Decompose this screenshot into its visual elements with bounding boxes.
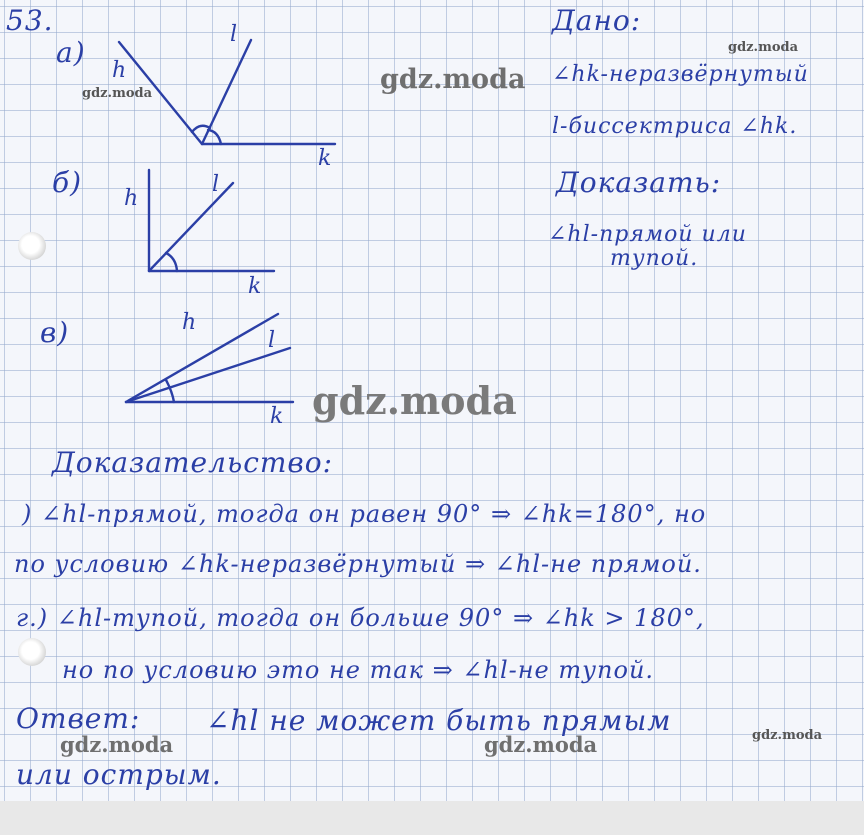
fig-c-ray-l (126, 348, 290, 402)
watermark-bottom-small-right: gdz.moda (752, 728, 823, 743)
fig-b-ray-k-label: k (248, 274, 263, 299)
proof-line-2: по условию ∠hk-неразвёрнутый ⇒ ∠hl-не прямой. (14, 550, 702, 578)
watermark-bottom-left: gdz.moda (60, 732, 174, 757)
given-heading: Дано: (552, 4, 642, 37)
fig-a-ray-k-label: k (318, 146, 333, 171)
watermark-top-small-right: gdz.moda (728, 40, 799, 55)
fig-b-ray-l (149, 183, 233, 271)
proof-heading: Доказательство: (52, 446, 334, 479)
fig-b-label: б) (52, 166, 83, 199)
proof-line-3: г.) ∠hl-тупой, тогда он больше 90° ⇒ ∠hk > 180°, (16, 604, 705, 632)
watermark-bottom-center: gdz.moda (484, 732, 598, 757)
watermark-top: gdz.moda (380, 64, 526, 95)
fig-c-label: в) (40, 316, 70, 349)
fig-a-label: а) (56, 36, 86, 69)
answer-continuation: или острым. (16, 758, 222, 791)
prove-line-2: тупой. (610, 246, 699, 271)
proof-line-4: но по условию это не так ⇒ ∠hl-не тупой. (62, 656, 655, 684)
fig-b-arc (166, 253, 177, 271)
fig-a-arc-2 (208, 130, 221, 144)
fig-b-ray-l-label: l (212, 172, 221, 197)
fig-c-ray-h-label: h (182, 310, 198, 335)
prove-heading: Доказать: (556, 166, 722, 199)
given-line-1: ∠hk-неразвёрнутый (552, 62, 809, 87)
problem-number: 53. (6, 4, 54, 37)
prove-line-1: ∠hl-прямой или (548, 222, 747, 247)
given-line-2: l-биссектриса ∠hk. (552, 114, 798, 139)
watermark-top-small-left: gdz.moda (82, 86, 153, 101)
fig-a-ray-l-label: l (230, 22, 239, 47)
fig-c-ray-k-label: k (270, 404, 285, 429)
fig-a-ray-h-label: h (112, 58, 128, 83)
proof-line-1: ) ∠hl-прямой, тогда он равен 90° ⇒ ∠hk=180°, но (22, 500, 707, 528)
fig-c-ray-l-label: l (268, 328, 277, 353)
answer-prefix: Ответ: (16, 702, 141, 735)
answer-text: ∠hl не может быть прямым (206, 704, 672, 737)
fig-b-ray-h-label: h (124, 186, 140, 211)
fig-c-arc (166, 380, 174, 402)
watermark-center: gdz.moda (312, 378, 517, 423)
fig-c-ray-h (126, 314, 278, 402)
